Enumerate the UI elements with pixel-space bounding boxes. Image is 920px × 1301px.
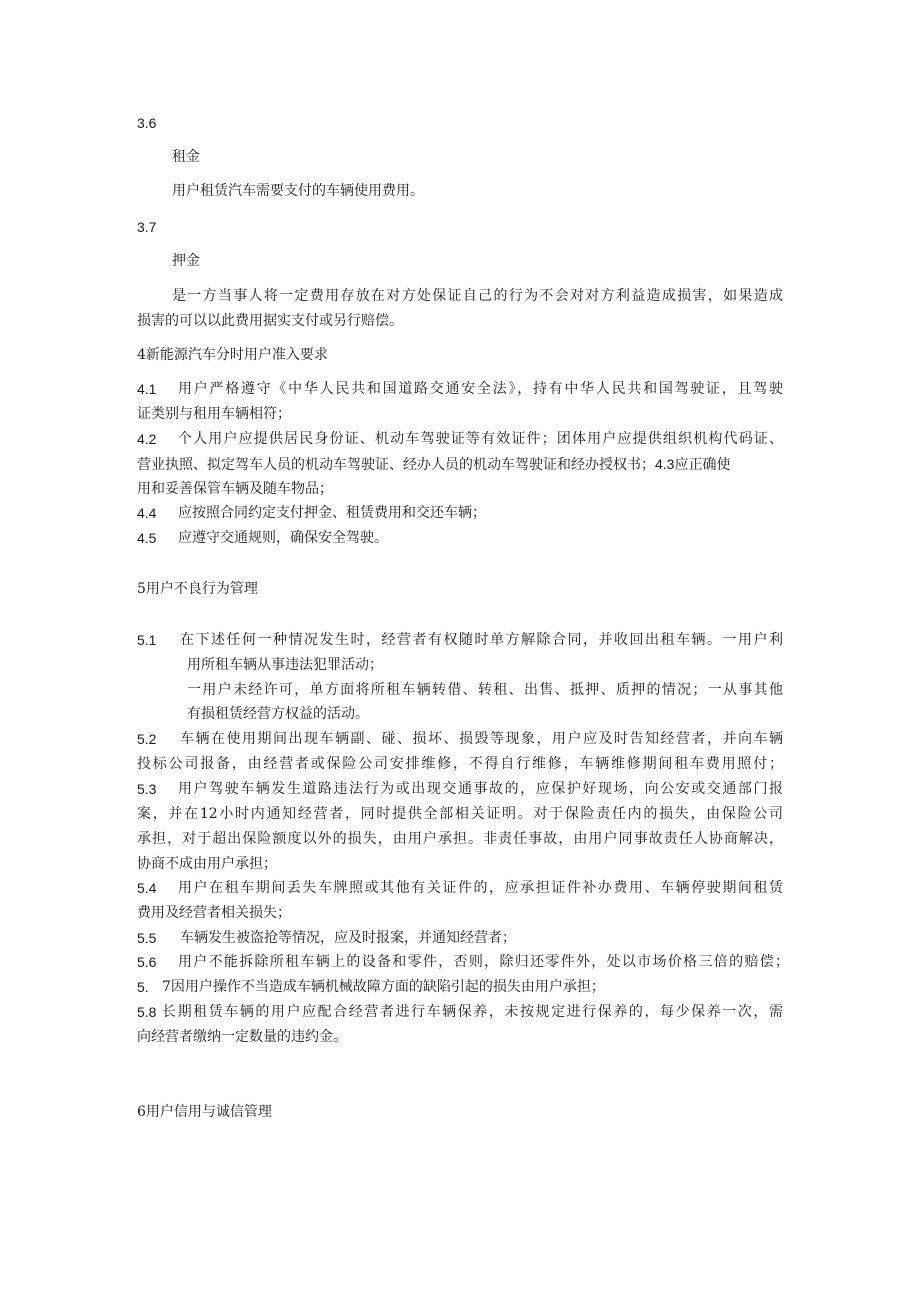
item-5-8-line-2: 向经营者缴纳一定数量的违约金。 bbox=[137, 1029, 347, 1045]
item-5-5-number: 5.5 bbox=[137, 930, 157, 946]
item-4-1-line-2: 证类别与租用车辆相符； bbox=[137, 406, 291, 422]
item-4-5-text: 应遵守交通规则，确保安全驾驶。 bbox=[178, 530, 388, 546]
item-4-3-inline: 4.3应正确使 bbox=[655, 456, 731, 472]
item-5-2-line-1: 车辆在使用期间出现车辆副、碰、损坏、损毁等现象，用户应及时告知经营者，并向车辆 bbox=[180, 731, 783, 747]
item-5-5-text: 车辆发生被盗抢等情况，应及时报案，并通知经营者； bbox=[180, 930, 516, 946]
item-5-6-text: 用户不能拆除所租车辆上的设备和零件，否则，除归还零件外，处以市场价格三倍的赔偿； bbox=[178, 954, 789, 970]
section-3-7-definition-line-1: 是一方当事人将一定费用存放在对方处保证自己的行为不会对对方利益造成损害，如果造成 bbox=[172, 288, 783, 304]
item-4-2-line-2-text: 营业执照、拟定驾车人员的机动车驾驶证、经办人员的机动车驾驶证和经办授权书； bbox=[137, 457, 655, 473]
item-5-3-line-2: 案，并在12小时内通知经营者，同时提供全部相关证明。对于保险责任内的损失，由保险公司 bbox=[137, 806, 783, 822]
section-6-heading: 6用户信用与诚信管理 bbox=[137, 1104, 272, 1120]
item-5-7-text: 7因用户操作不当造成车辆机械故障方面的缺陷引起的损失由用户承担； bbox=[162, 979, 605, 995]
item-4-2-line-2 bbox=[137, 455, 730, 474]
item-5-2-number: 5.2 bbox=[137, 731, 157, 747]
item-5-3-line-1: 用户驾驶车辆发生道路违法行为或出现交通事故的，应保护好现场，向公安或交通部门报 bbox=[178, 781, 783, 797]
section-3-6-definition: 用户租赁汽车需要支付的车辆使用费用。 bbox=[172, 183, 424, 199]
item-5-4-line-1: 用户在租车期间丢失车牌照或其他有关证件的，应承担证件补办费用、车辆停驶期间租赁 bbox=[178, 880, 783, 896]
item-4-2-line-1: 个人用户应提供居民身份证、机动车驾驶证等有效证件；团体用户应提供组织机构代码证、 bbox=[178, 431, 783, 447]
item-5-1-line-3: 一用户未经许可，单方面将所租车辆转借、转租、出售、抵押、质押的情况；一从事其他 bbox=[187, 682, 783, 698]
item-5-2-line-2: 投标公司报备，由经营者或保险公司安排维修，不得自行维修，车辆维修期间租车费用照付； bbox=[137, 756, 783, 772]
section-3-7-definition-line-2: 损害的可以以此费用据实支付或另行赔偿。 bbox=[137, 313, 403, 329]
item-5-1-line-2: 用所租车辆从事违法犯罪活动； bbox=[187, 657, 383, 673]
item-4-5-number: 4.5 bbox=[137, 530, 157, 546]
item-5-3-line-4: 协商不成由用户承担； bbox=[137, 856, 277, 872]
item-4-4-text: 应按照合同约定支付押金、租赁费用和交还车辆； bbox=[178, 505, 486, 521]
item-4-4-number: 4.4 bbox=[137, 505, 157, 521]
item-5-3-line-3: 承担，对于超出保险额度以外的损失，由用户承担。非责任事故，由用户同事故责任人协商解决， bbox=[137, 831, 783, 847]
section-3-6-term: 租金 bbox=[172, 149, 200, 165]
section-4-heading: 4新能源汽车分时用户准入要求 bbox=[137, 347, 328, 363]
item-5-8-line-1: 长期租赁车辆的用户应配合经营者进行车辆保养，未按规定进行保养的，每少保养一次，需 bbox=[162, 1004, 783, 1020]
section-5-heading: 5用户不良行为管理 bbox=[137, 581, 258, 597]
item-4-2-number: 4.2 bbox=[137, 431, 157, 447]
item-4-1-line-1: 用户严格遵守《中华人民共和国道路交通安全法》，持有中华人民共和国驾驶证，且驾驶 bbox=[178, 381, 783, 397]
item-5-4-number: 5.4 bbox=[137, 880, 157, 896]
item-5-1-line-1: 在下述任何一种情况发生时，经营者有权随时单方解除合同，并收回出租车辆。一用户利 bbox=[180, 632, 783, 648]
item-5-7-number: 5. bbox=[137, 979, 149, 995]
section-3-7-term: 押金 bbox=[172, 253, 200, 269]
section-3-7-number: 3.7 bbox=[137, 219, 157, 235]
item-4-2-line-3: 用和妥善保管车辆及随车物品； bbox=[137, 481, 333, 497]
item-5-3-number: 5.3 bbox=[137, 781, 157, 797]
item-4-1-number: 4.1 bbox=[137, 381, 157, 397]
item-5-8-number: 5.8 bbox=[137, 1004, 157, 1020]
item-5-6-number: 5.6 bbox=[137, 954, 157, 970]
item-5-4-line-2: 费用及经营者相关损失； bbox=[137, 905, 291, 921]
item-5-1-number: 5.1 bbox=[137, 632, 157, 648]
section-3-6-number: 3.6 bbox=[137, 115, 157, 131]
item-5-1-line-4: 有损租赁经营方权益的活动。 bbox=[187, 706, 369, 722]
